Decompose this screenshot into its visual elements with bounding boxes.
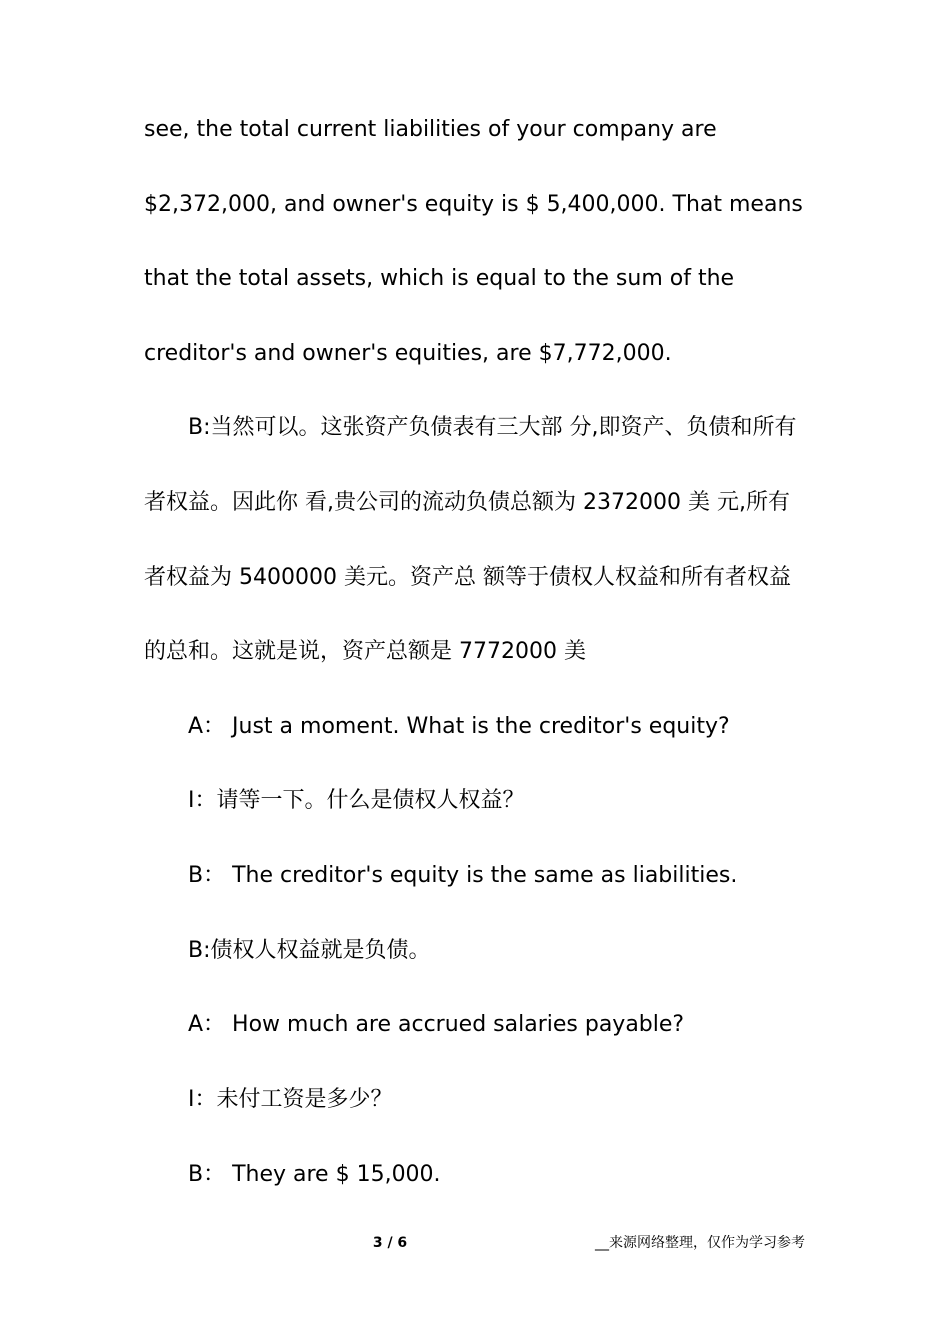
page-number: 3 / 6 — [372, 1235, 408, 1251]
dialogue-line: A： Just a moment. What is the creditor's equity? — [188, 714, 730, 739]
text-line: see, the total current liabilities of your company are — [144, 117, 717, 142]
text-line: creditor's and owner's equities, are $7,772,000. — [144, 341, 672, 366]
dialogue-line: A： How much are accrued salaries payable? — [188, 1012, 685, 1037]
dialogue-line: B： The creditor's equity is the same as liabilities. — [188, 863, 738, 888]
text-line: that the total assets, which is equal to the sum of the — [144, 266, 735, 291]
source-note: __来源网络整理，仅作为学习参考 — [595, 1235, 805, 1251]
text-line: 的总和。这就是说，资产总额是 7772000 美 — [144, 639, 586, 664]
dialogue-line: B:债权人权益就是负债。 — [188, 938, 431, 963]
text-line: 者权益。因此你 看,贵公司的流动负债总额为 2372000 美 元,所有 — [144, 490, 790, 515]
text-line: B:当然可以。这张资产负债表有三大部 分,即资产、负债和所有 — [188, 415, 797, 440]
dialogue-line: I：请等一下。什么是债权人权益？ — [188, 788, 525, 813]
dialogue-line: I：未付工资是多少？ — [188, 1087, 393, 1112]
text-line: $2,372,000, and owner's equity is $ 5,400,000. That means — [144, 192, 803, 217]
text-line: 者权益为 5400000 美元。资产总 额等于债权人权益和所有者权益 — [144, 565, 791, 590]
dialogue-line: B： They are $ 15,000. — [188, 1162, 441, 1187]
